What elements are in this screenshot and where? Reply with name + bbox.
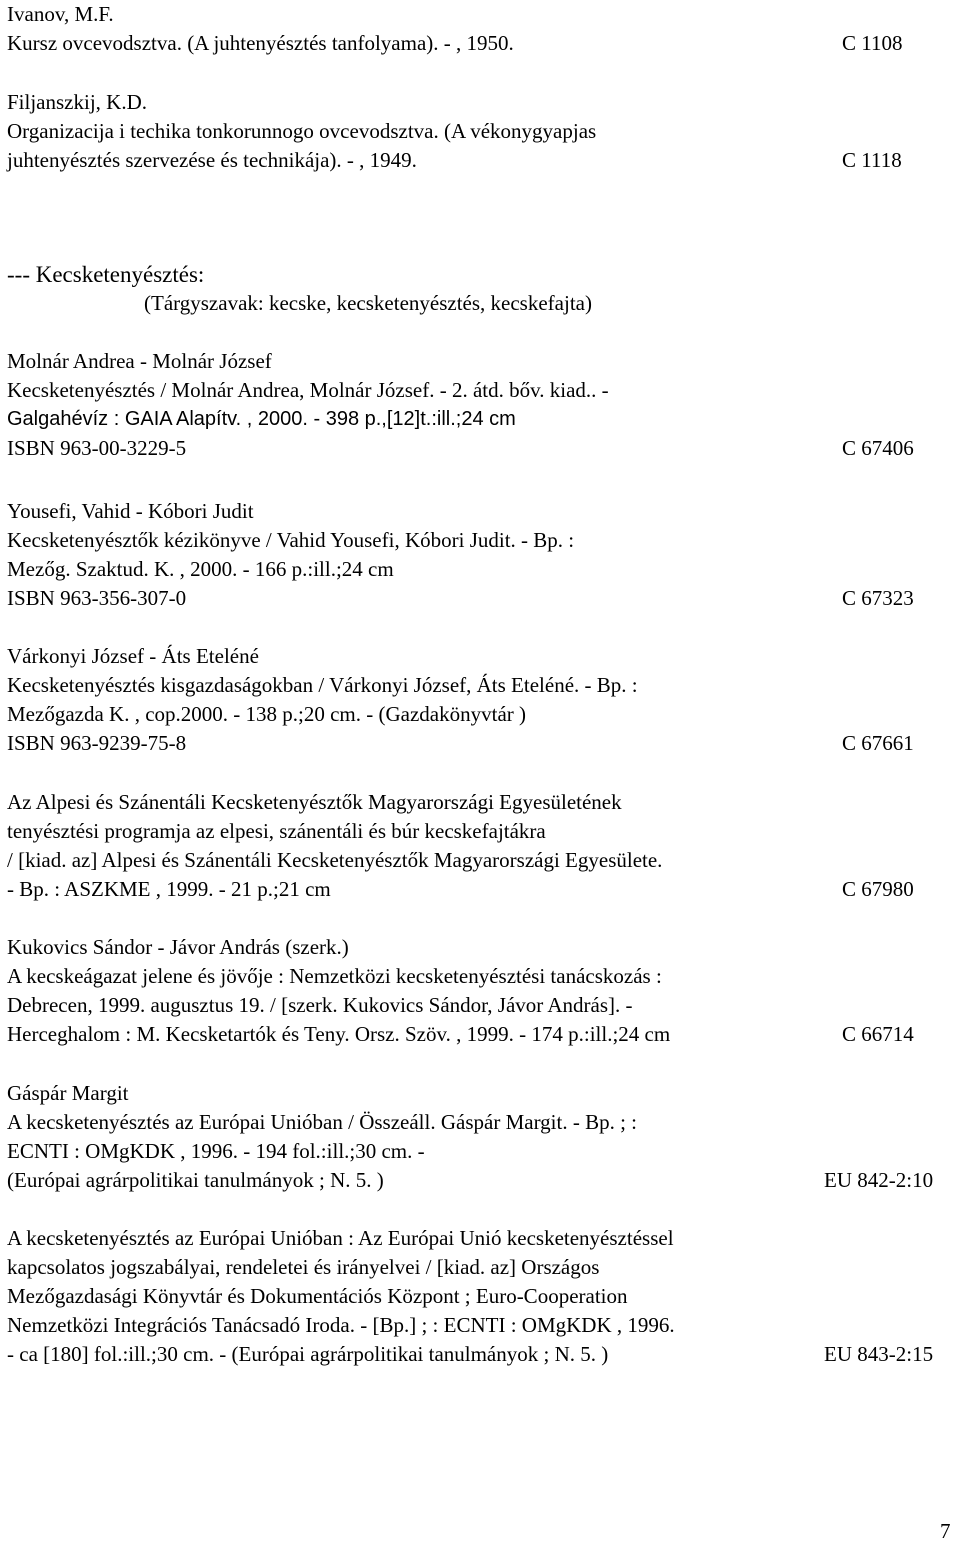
entry-imprint: - Bp. : ASZKME , 1999. - 21 p.;21 cm — [7, 877, 331, 901]
entry-imprint: ECNTI : OMgKDK , 1996. - 194 fol.:ill.;30 cm. - — [7, 1139, 425, 1163]
entry-author: Kukovics Sándor - Jávor András (szerk.) — [7, 935, 349, 959]
entry-title: A kecsketenyésztés az Európai Unióban : Az Európai Unió kecsketenyésztéssel — [7, 1226, 674, 1250]
catalog-entry — [7, 1224, 947, 1369]
entry-line — [7, 29, 947, 58]
entry-title: A kecskeágazat jelene és jövője : Nemzetközi kecsketenyésztési tanácskozás : — [7, 964, 662, 988]
section-heading: --- Kecsketenyésztés: — [7, 262, 205, 287]
entry-series: - ca [180] fol.:ill.;30 cm. - (Európai agrárpolitikai tanulmányok ; N. 5. ) — [7, 1342, 609, 1366]
call-number: C 67661 — [842, 731, 914, 755]
entry-line — [7, 146, 947, 175]
call-number: EU 843-2:15 — [824, 1342, 934, 1366]
entry-line — [7, 729, 947, 758]
entry-title-continued: Debrecen, 1999. augusztus 19. / [szerk. Kukovics Sándor, Jávor András]. - — [7, 993, 633, 1017]
entry-title: A kecsketenyésztés az Európai Unióban / Összeáll. Gáspár Margit. - Bp. ; : — [7, 1110, 638, 1134]
entry-imprint: Galgahévíz : GAIA Alapítv. , 2000. - 398 p.,[12]t.:ill.;24 cm — [7, 408, 516, 430]
entry-isbn: ISBN 963-356-307-0 — [7, 586, 187, 610]
entry-line — [7, 875, 947, 904]
catalog-entry — [7, 642, 947, 758]
subject-terms: (Tárgyszavak: kecske, kecsketenyésztés, kecskefajta) — [144, 291, 592, 315]
entry-isbn: ISBN 963-00-3229-5 — [7, 436, 187, 460]
entry-title-continued: juhtenyésztés szervezése és technikája). - , 1949. — [7, 148, 417, 172]
call-number: C 67406 — [842, 436, 914, 460]
entry-author: Várkonyi József - Áts Eteléné — [7, 644, 259, 668]
entry-title: Kursz ovcevodsztva. (A juhtenyésztés tanfolyama). - , 1950. — [7, 31, 514, 55]
catalog-entry — [7, 497, 947, 613]
entry-title-continued: tenyésztési programja az elpesi, szánentáli és búr kecskefajtákra — [7, 819, 546, 843]
call-number: C 66714 — [842, 1022, 914, 1046]
entry-title: Az Alpesi és Szánentáli Kecsketenyésztők Magyarországi Egyesületének — [7, 790, 622, 814]
entry-line — [7, 1166, 947, 1195]
entry-isbn: ISBN 963-9239-75-8 — [7, 731, 187, 755]
entry-line — [7, 584, 947, 613]
entry-line — [7, 1020, 947, 1049]
entry-author: Gáspár Margit — [7, 1081, 129, 1105]
call-number: C 1118 — [842, 148, 902, 172]
entry-imprint: Mezőg. Szaktud. K. , 2000. - 166 p.:ill.;24 cm — [7, 557, 394, 581]
entry-title: Organizacija i techika tonkorunnogo ovcevodsztva. (A vékonygyapjas — [7, 119, 597, 143]
page-number: 7 — [940, 1519, 951, 1543]
entry-imprint: Herceghalom : M. Kecsketartók és Teny. Orsz. Szöv. , 1999. - 174 p.:ill.;24 cm — [7, 1022, 671, 1046]
catalog-entry — [7, 788, 947, 904]
entry-title-continued: kapcsolatos jogszabályai, rendeletei és irányelvei / [kiad. az] Országos — [7, 1255, 600, 1279]
call-number: C 67323 — [842, 586, 914, 610]
catalog-entry — [7, 933, 947, 1049]
entry-title: Kecsketenyésztés / Molnár Andrea, Molnár József. - 2. átd. bőv. kiad.. - — [7, 378, 609, 402]
entry-line — [7, 434, 947, 463]
entry-line — [7, 1340, 947, 1369]
entry-author: Molnár Andrea - Molnár József — [7, 349, 272, 373]
entry-author: Filjanszkij, K.D. — [7, 90, 147, 114]
entry-title-continued: Mezőgazdasági Könyvtár és Dokumentációs Központ ; Euro-Cooperation — [7, 1284, 628, 1308]
catalog-entry — [7, 0, 947, 58]
catalog-entry — [7, 88, 947, 175]
call-number: C 1108 — [842, 31, 903, 55]
entry-responsibility: / [kiad. az] Alpesi és Szánentáli Kecsketenyésztők Magyarországi Egyesülete. — [7, 848, 663, 872]
entry-imprint: Nemzetközi Integrációs Tanácsadó Iroda. - [Bp.] ; : ECNTI : OMgKDK , 1996. — [7, 1313, 675, 1337]
entry-series: (Európai agrárpolitikai tanulmányok ; N. 5. ) — [7, 1168, 384, 1192]
call-number: C 67980 — [842, 877, 914, 901]
catalog-entry — [7, 1079, 947, 1195]
section-heading-block — [7, 260, 947, 318]
entry-title: Kecsketenyésztés kisgazdaságokban / Várkonyi József, Áts Eteléné. - Bp. : — [7, 673, 638, 697]
entry-author: Ivanov, M.F. — [7, 2, 114, 26]
entry-author: Yousefi, Vahid - Kóbori Judit — [7, 499, 254, 523]
entry-title: Kecsketenyésztők kézikönyve / Vahid Yousefi, Kóbori Judit. - Bp. : — [7, 528, 575, 552]
call-number: EU 842-2:10 — [824, 1168, 934, 1192]
entry-imprint: Mezőgazda K. , cop.2000. - 138 p.;20 cm. - (Gazdakönyvtár ) — [7, 702, 527, 726]
catalog-entry — [7, 347, 947, 463]
